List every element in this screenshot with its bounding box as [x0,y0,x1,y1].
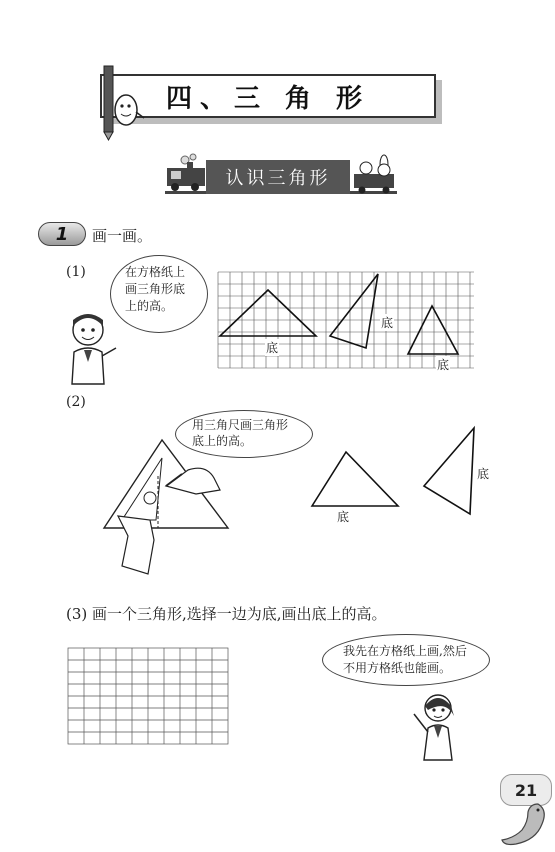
part2-label: (2) [66,394,86,410]
section-title: 认识三角形 [206,160,350,194]
chapter-banner [100,74,436,118]
boy-figure-icon [62,308,122,384]
part2-bubble-line: 底上的高。 [192,434,253,448]
page-number: 21 [500,774,552,806]
triangle-3 [408,306,458,354]
part3-bubble-line: 不用方格纸也能画。 [343,661,452,675]
triangle-4 [312,452,398,506]
triangle-5-base-label: 底 [477,467,490,481]
part1-speech-bubble [110,255,208,333]
part3-instruction: (3) 画一个三角形,选择一边为底,画出底上的高。 [66,605,387,623]
set-square-drawing [96,436,236,576]
part3-bubble-line: 我先在方格纸上画,然后 [343,644,467,658]
chapter-title: 四、三 角 形 [165,83,371,114]
part1-label: (1) [66,264,86,280]
train-icon [165,154,209,192]
exercise-number-badge: 1 [38,222,86,246]
pencil-mascot-icon [98,62,148,142]
triangle-5 [424,428,474,514]
part1-bubble-line: 画三角形底 [125,282,186,296]
triangle-4-base-label: 底 [337,510,350,524]
girl-figure-icon [406,690,466,760]
triangle-1 [220,290,316,336]
holding-hand-icon [118,516,154,574]
triangle-3-base-label: 底 [437,358,450,372]
part1-bubble-line: 上的高。 [125,299,174,313]
triangle-1-base-label: 底 [266,341,279,355]
part3-empty-grid [68,648,228,744]
part1-grid-figure [218,272,474,368]
part2-triangles [300,420,490,520]
triangle-2 [330,274,378,348]
exercise-instruction: 画一画。 [92,227,153,245]
part1-bubble-line: 在方格纸上 [125,265,186,279]
part3-speech-bubble [322,634,490,686]
part2-bubble-line: 用三角尺画三角形 [192,418,289,432]
kids-train-icon [352,154,400,194]
seal-mascot-icon [498,800,550,848]
triangle-2-base-label: 底 [381,316,394,330]
